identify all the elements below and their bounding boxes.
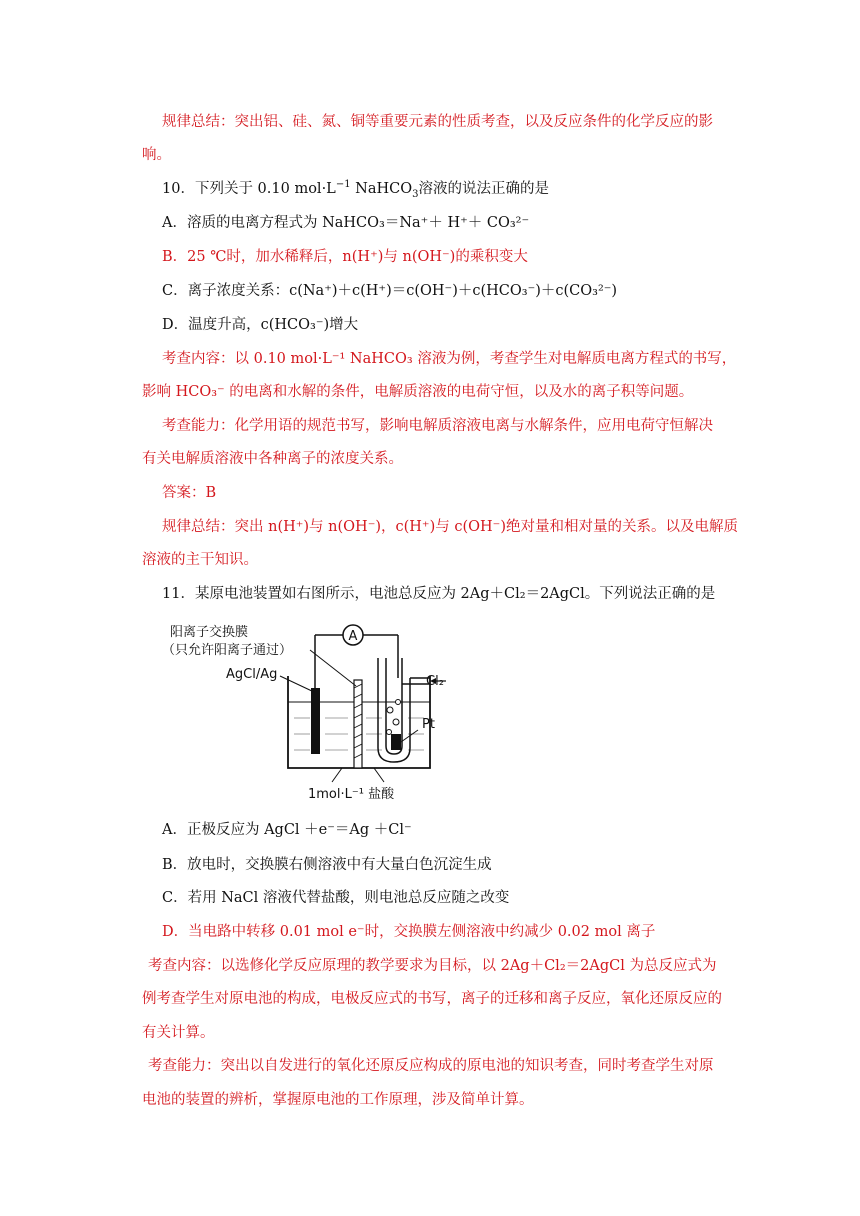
electrode-left-label: AgCl/Ag: [226, 667, 278, 682]
content-11-line3: 有关计算。: [142, 1025, 215, 1041]
question-10-option-d: D．温度升高，c(HCO₃⁻)增大: [162, 317, 359, 333]
ability-10-line1: 考查能力：化学用语的规范书写，影响电解质溶液电离与水解条件，应用电荷守恒解决: [162, 418, 713, 434]
pt-electrode: [391, 734, 401, 750]
ability-10-line2: 有关电解质溶液中各种离子的浓度关系。: [142, 451, 403, 467]
agcl-ag-electrode: [311, 688, 320, 754]
membrane-label-2: （只允许阳离子通过）: [162, 643, 293, 658]
question-11-option-d: D．当电路中转移 0.01 mol e⁻时，交换膜左侧溶液中约减少 0.02 mol 离子: [162, 924, 656, 940]
question-10-option-a: A．溶质的电离方程式为 NaHCO₃＝Na⁺＋ H⁺＋ CO₃²⁻: [162, 215, 530, 231]
question-11-option-c: C．若用 NaCl 溶液代替盐酸，则电池总反应随之改变: [162, 890, 510, 906]
question-11-option-a: A．正极反应为 AgCl ＋e⁻＝Ag ＋Cl⁻: [162, 822, 412, 838]
membrane-label-1: 阳离子交换膜: [170, 625, 249, 640]
question-10-stem: 10．下列关于 0.10 $mol\cdot L^{-1}$ NaHCO$_3$溶液的说法正确的是: [162, 179, 550, 200]
question-10-option-b: B．25 ℃时，加水稀释后，n(H⁺)与 n(OH⁻)的乘积变大: [162, 249, 528, 265]
ability-11-line1: 考查能力：突出以自发进行的氧化还原反应构成的原电池的知识考查，同时考查学生对原: [148, 1058, 714, 1074]
summary-9-line2: 响。: [142, 147, 171, 163]
content-11-line2: 例考查学生对原电池的构成，电极反应式的书写，离子的迁移和离子反应，氧化还原反应的: [142, 991, 722, 1007]
question-11-option-b: B．放电时，交换膜右侧溶液中有大量白色沉淀生成: [162, 857, 492, 873]
ammeter-label: A: [348, 629, 358, 644]
answer-10: 答案：B: [162, 485, 217, 501]
pt-label: Pt: [422, 717, 435, 732]
ability-11-line2: 电池的装置的辨析，掌握原电池的工作原理，涉及简单计算。: [142, 1092, 534, 1108]
summary-10-line1: 规律总结：突出 n(H⁺)与 n(OH⁻)，c(H⁺)与 c(OH⁻)绝对量和相对量的关系。以及电解质: [162, 519, 738, 535]
question-11-stem: 11．某原电池装置如右图所示，电池总反应为 2Ag＋Cl₂＝2AgCl。下列说法正确的是: [162, 586, 716, 602]
question-10-option-c: C．离子浓度关系：c(Na⁺)＋c(H⁺)＝c(OH⁻)＋c(HCO₃⁻)＋c(CO₃²⁻): [162, 283, 618, 299]
content-11-line1: 考查内容：以选修化学反应原理的教学要求为目标，以 2Ag＋Cl₂＝2AgCl 为总反应式为: [148, 958, 717, 974]
galvanic-cell-diagram: [160, 618, 460, 808]
solution-label: 1mol·L⁻¹ 盐酸: [308, 787, 395, 802]
summary-10-line2: 溶液的主干知识。: [142, 552, 258, 568]
content-10-line1: 考查内容：以 0.10 mol·L⁻¹ NaHCO₃ 溶液为例，考查学生对电解质电离方程式的书写，: [162, 351, 737, 367]
content-10-line2: 影响 HCO₃⁻ 的电离和水解的条件，电解质溶液的电荷守恒，以及水的离子积等问题。: [142, 384, 694, 400]
gas-label: Cl₂: [426, 674, 444, 689]
summary-9-line1: 规律总结：突出铝、硅、氮、铜等重要元素的性质考查，以及反应条件的化学反应的影: [162, 114, 713, 130]
